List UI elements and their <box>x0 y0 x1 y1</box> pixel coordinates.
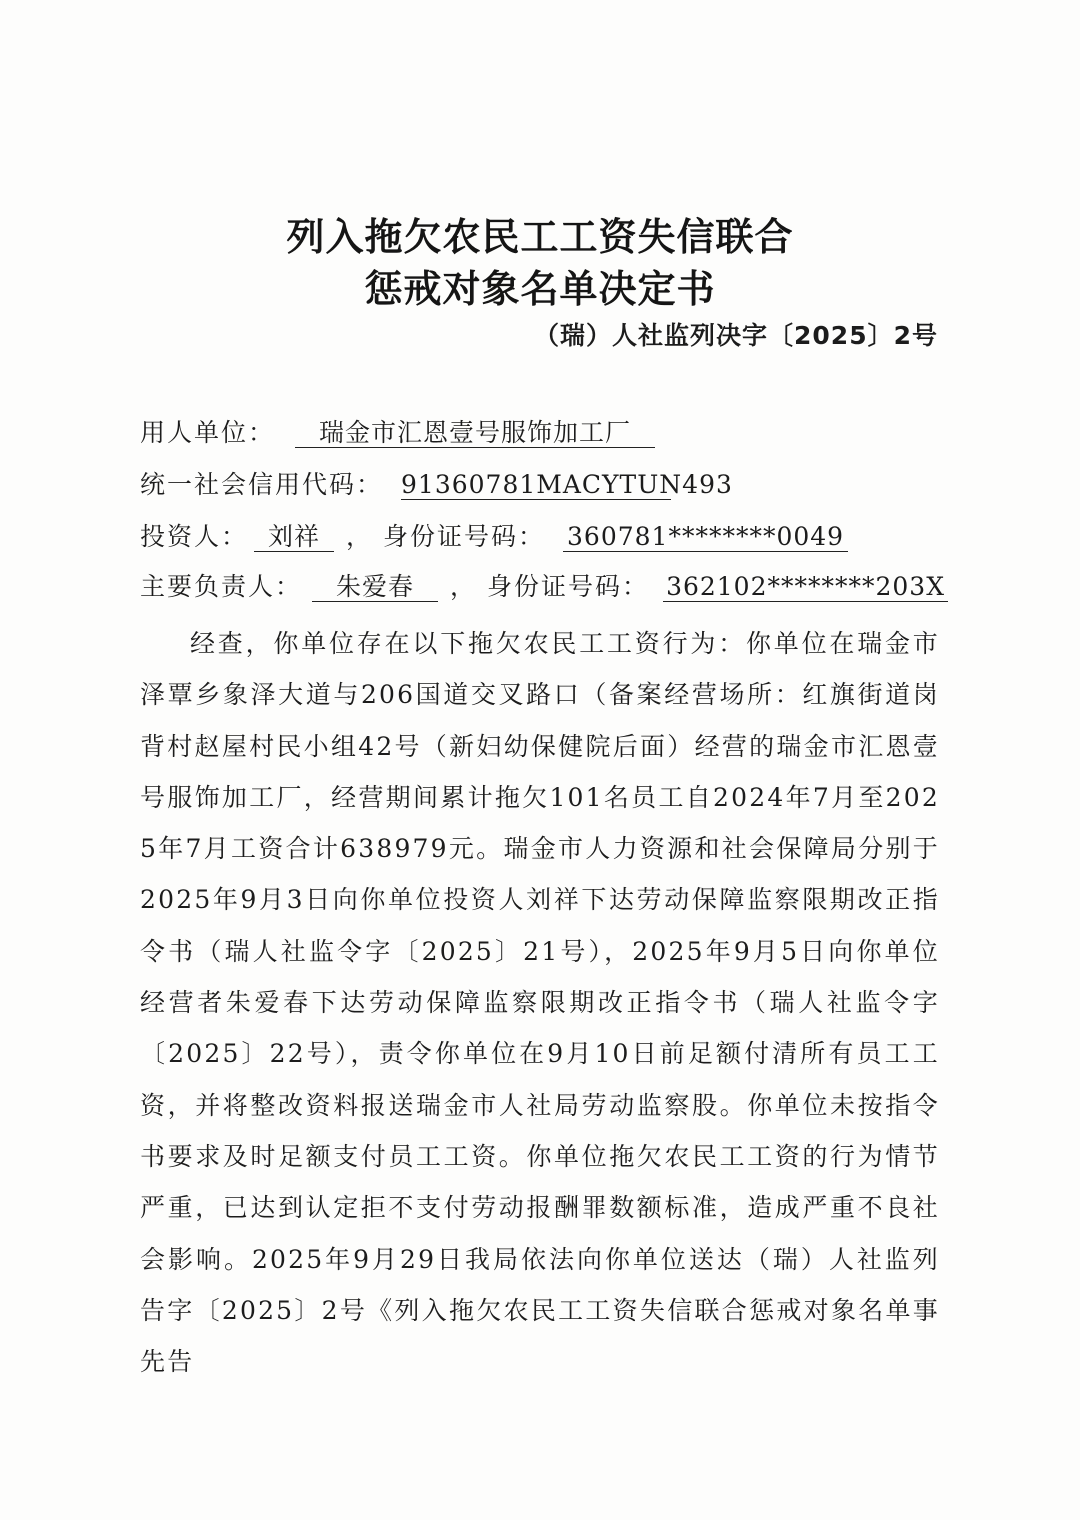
document-title-line2: 惩戒对象名单决定书 <box>364 267 716 311</box>
document-number: （瑞）人社监列决字〔2025〕2号 <box>534 321 938 350</box>
separator: ， <box>346 522 372 551</box>
credit-code-row <box>140 468 733 502</box>
credit-code-value: 91360781MACYTUN493 <box>401 470 733 499</box>
credit-code-label: 统一社会信用代码： <box>140 470 384 499</box>
principal-value: 朱爱春 <box>312 573 438 602</box>
separator: ， <box>450 572 476 601</box>
document-title-line1: 列入拖欠农民工工资失信联合 <box>286 215 794 259</box>
findings-paragraph: 经查，你单位存在以下拖欠农民工工资行为：你单位在瑞金市泽覃乡象泽大道与206国道交叉路口（备案经营场所：红旗街道岗背村赵屋村民小组42号（新妇幼保健院后面）经营的瑞金市汇恩壹号服饰加工厂，经营期间累计拖欠101名员工自2024年7月至2025年7月工资合计638979元。瑞金市人力资源和社会保障局分别于2025年9月3日向你单位投资人刘祥下达劳动保障监察限期改正指令书（瑞人社监令字〔2025〕21号），2025年9月5日向你单位经营者朱爱春下达劳动保障监察限期改正指令书（瑞人社监令字〔2025〕22号），责令你单位在9月10日前足额付清所有员工工资，并将整改资料报送瑞金市人社局劳动监察股。你单位未按指令书要求及时足额支付员工工资。你单位拖欠农民工工资的行为情节严重，已达到认定拒不支付劳动报酬罪数额标准，造成严重不良社会影响。2025年9月29日我局依法向你单位送达（瑞）人社监列告字〔2025〕2号《列入拖欠农民工工资失信联合惩戒对象名单事先告 <box>140 629 940 1377</box>
employer-value: 瑞金市汇恩壹号服饰加工厂 <box>295 419 655 448</box>
investor-value: 刘祥 <box>254 523 334 552</box>
employer-label: 用人单位： <box>140 418 276 447</box>
principal-label: 主要负责人： <box>140 572 303 601</box>
principal-id-value: 362102********203X <box>663 573 948 602</box>
principal-row <box>140 570 948 604</box>
investor-id-label: 身份证号码： <box>383 522 546 551</box>
investor-label: 投资人： <box>140 522 249 551</box>
employer-row <box>140 416 655 450</box>
investor-id-value: 360781********0049 <box>563 523 848 552</box>
principal-id-label: 身份证号码： <box>487 572 650 601</box>
investor-row <box>140 520 848 554</box>
